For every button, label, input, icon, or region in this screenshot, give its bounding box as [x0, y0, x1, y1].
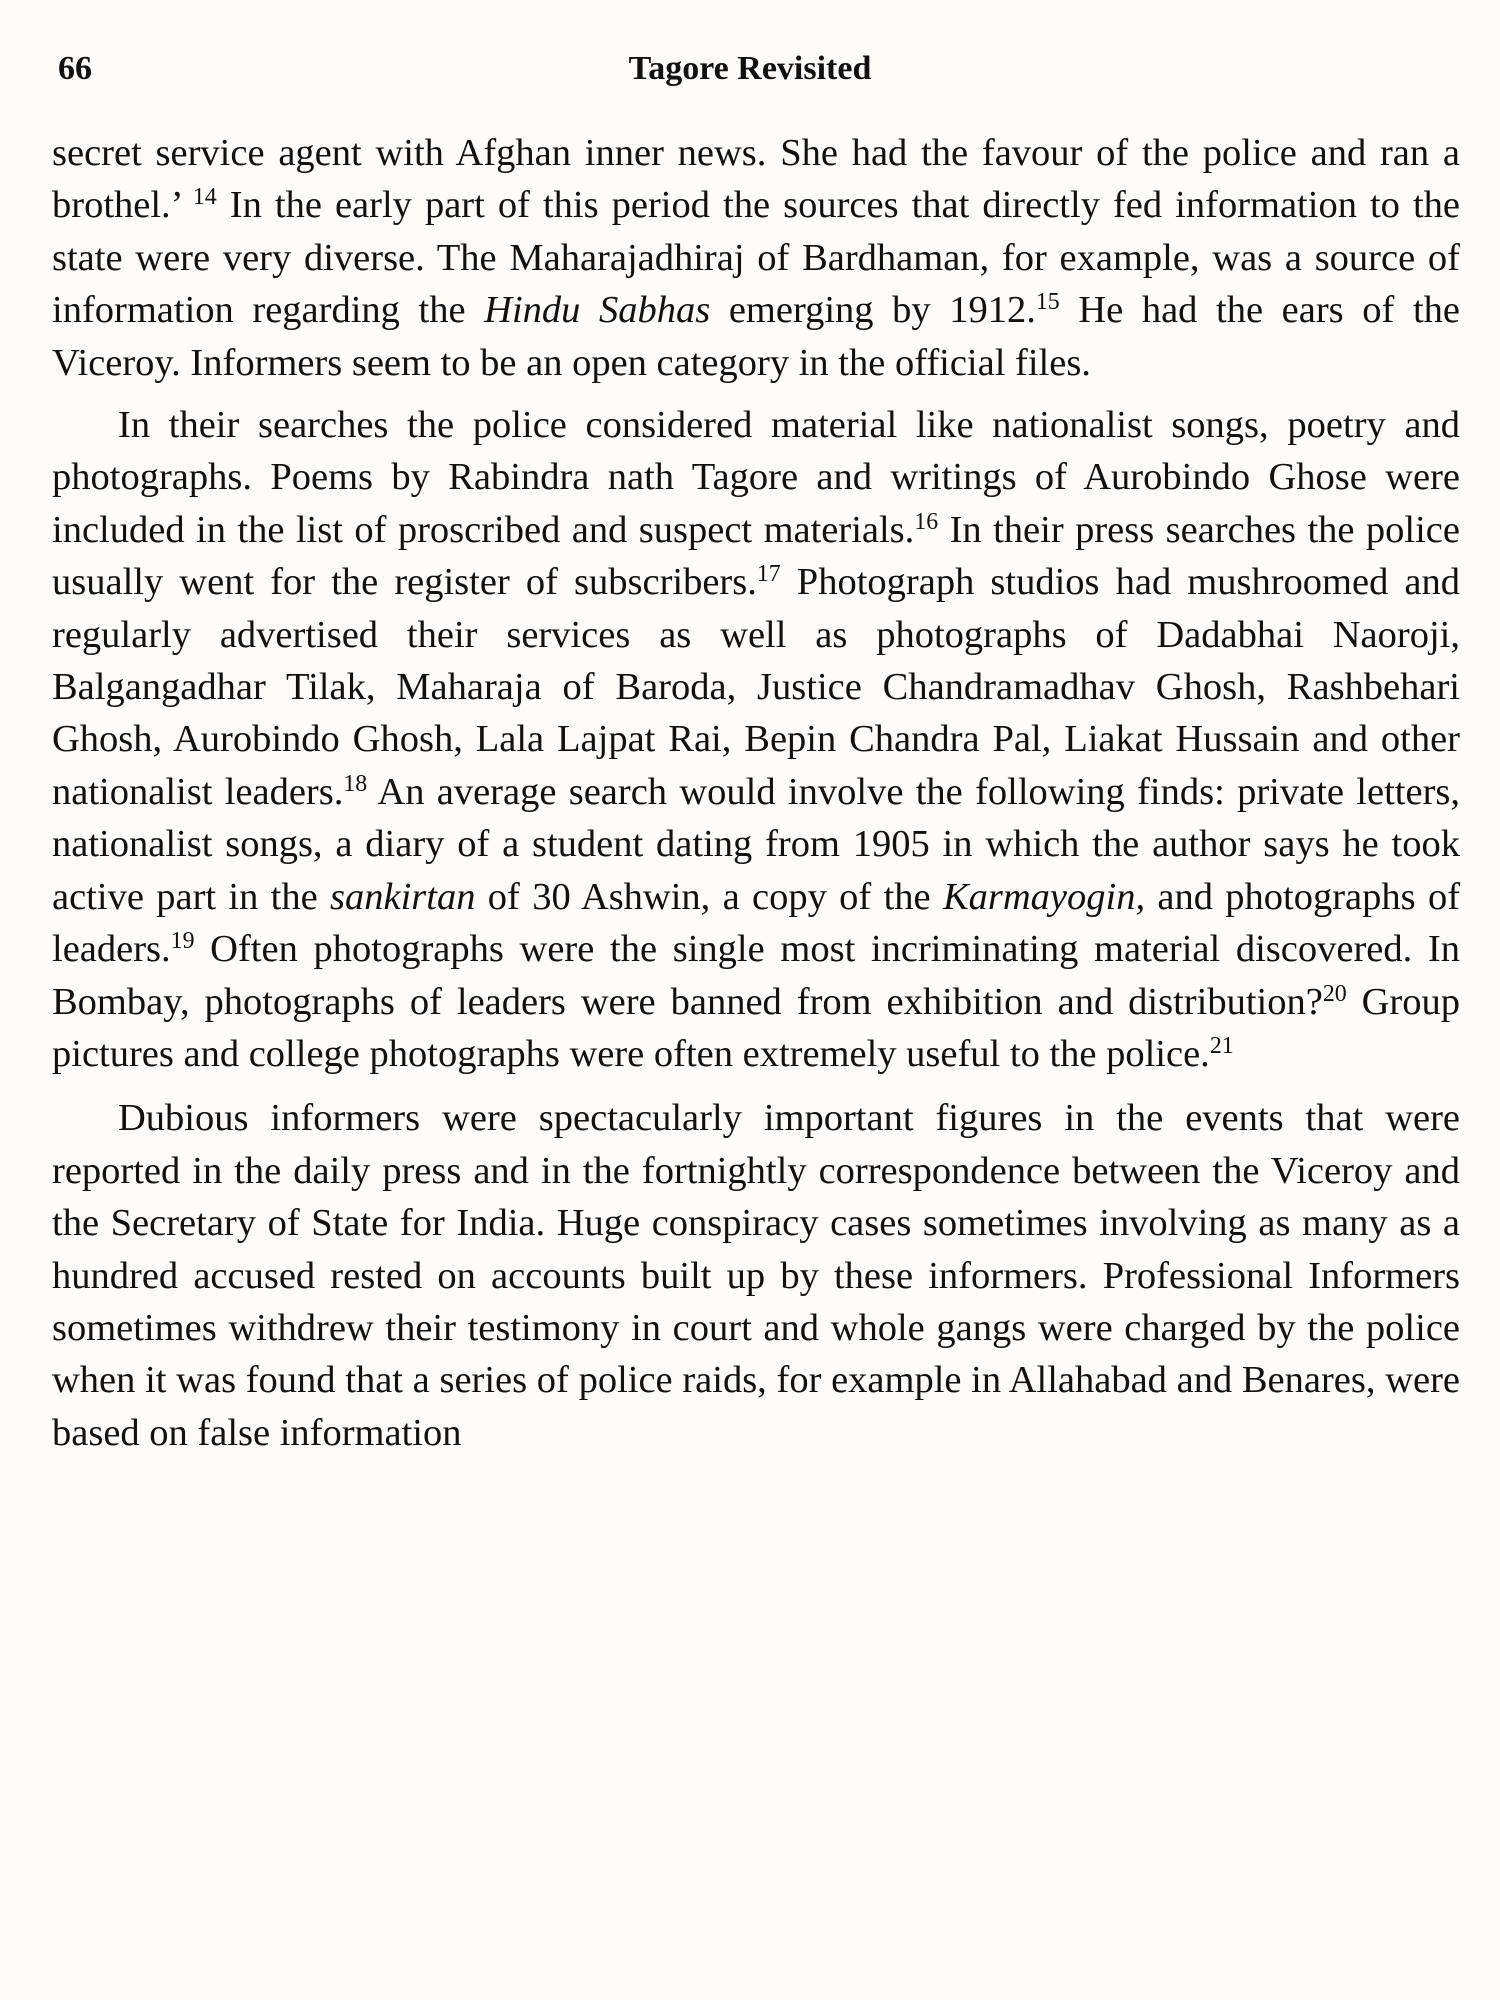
footnote-ref: 17	[756, 561, 781, 588]
text-run: emerging by 1912.	[710, 289, 1036, 332]
text-run: Photograph studios had mushroomed and regularly advertised their services as well as photographs of Dadabhai Naoroji, Balgangadhar Tilak, Maharaja of Baroda, Justice Chandramadhav Ghosh, Rashbehari Ghosh, Aurobindo Ghosh, Lala Lajpat Rai, Bepin Chandra Pal, Liakat Hussain and other nationalist leaders.	[52, 561, 1460, 813]
footnote-ref: 19	[170, 927, 195, 954]
text-run: Often photographs were the single most incriminating material discovered. In Bombay, photographs of leaders were banned from exhibition and distribution?	[52, 928, 1460, 1023]
text-run: In their searches the police considered material like nationalist songs, poetry and photographs. Poems by Rabindra nath Tagore and writings of Aurobindo Ghose were included in the list of proscribed and suspect materials.	[52, 404, 1460, 551]
text-run: and photographs of leaders.	[52, 875, 1461, 971]
text-run: Group pictures and college photographs were often extremely useful to the police.	[52, 980, 1461, 1075]
text-run: secret service agent with Afghan inner news. She had the favour of the police and ran a brothel.’	[52, 132, 1460, 227]
text-run: of 30 Ashwin, a copy of the	[475, 875, 943, 918]
text-run: In their press searches the police usually went for the register of subscribers.	[52, 508, 1460, 604]
body-text	[52, 127, 1460, 1459]
italic-text: Karmayogin,	[942, 875, 1146, 918]
running-title: Tagore Revisited	[628, 50, 872, 87]
text-run: An average search would involve the following finds: private letters, nationalist songs, a diary of a student dating from 1905 in which the author says he took active part in the	[52, 770, 1460, 918]
italic-text: sankirtan	[330, 875, 476, 918]
footnote-ref: 21	[1209, 1032, 1234, 1059]
paragraph-2	[52, 399, 1460, 1080]
footnote-ref: 16	[914, 508, 939, 535]
page-number: 66	[58, 50, 92, 87]
text-run: He had the ears of the Viceroy. Informers seem to be an open category in the official files.	[52, 289, 1460, 384]
footnote-ref: 18	[343, 770, 368, 797]
paragraph-3	[52, 1092, 1460, 1459]
italic-text: Hindu Sabhas	[484, 289, 711, 332]
footnote-ref: 15	[1035, 289, 1060, 316]
text-run: In the early part of this period the sources that directly fed information to the state were very diverse. The Maharajadhiraj of Bardhaman, for example, was a source of information regarding the	[52, 184, 1460, 332]
footnote-ref: 20	[1322, 980, 1347, 1007]
paragraph-1	[52, 127, 1460, 389]
text-run: Dubious informers were spectacularly important figures in the events that were reported in the daily press and in the fortnightly correspondence between the Viceroy and the Secretary of State for India. Huge conspiracy cases sometimes involving as many as a hundred accused rested on accounts built up by these informers. Professional Informers sometimes withdrew their testimony in court and whole gangs were charged by the police when it was found that a series of police raids, for example in Allahabad and Benares, were based on false information	[52, 1097, 1460, 1454]
footnote-ref: 14	[183, 184, 217, 211]
